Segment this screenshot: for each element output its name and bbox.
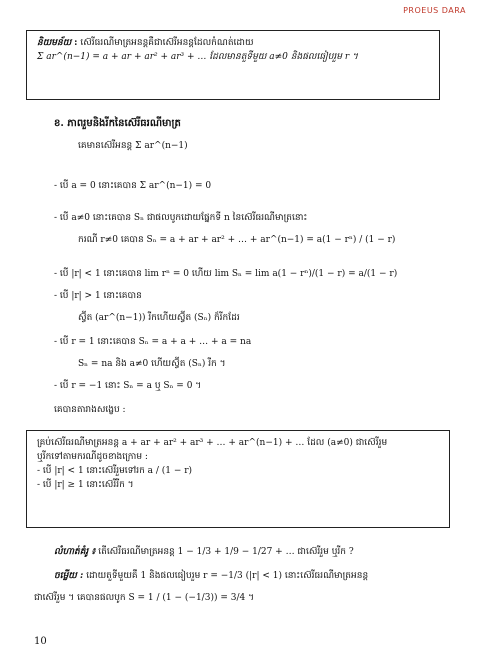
- example-text: តើស៊េរីធរណីមាត្រអនន្ត 1 − 1/3 + 1/9 − 1/27 + … ជាស៊េរីរួម ឬរីក ?: [98, 547, 354, 557]
- summary-case-2: - បើ |r| ≥ 1 នោះស៊េរីរីក ។: [37, 479, 134, 490]
- definition-line-2: Σ ar^(n−1) = a + ar + ar² + ar³ + … ដែលមានតួទីមួយ a≠0 និងផលធៀបរួម r ។: [37, 51, 358, 62]
- definition-line-1: [37, 37, 429, 51]
- definition-text-1: ស៊េរីធរណីមាត្រអនន្តគឺជាស៊េរីអនន្តដែលកំណត់ដោយ: [80, 38, 254, 48]
- summary-case-1: - បើ |r| < 1 នោះស៊េរីរួមទៅរក a / (1 − r): [37, 465, 193, 476]
- item-4: - បើ |r| < 1 នោះគេបាន lim rⁿ = 0 ហើយ lim Sₙ = lim a(1 − rⁿ)/(1 − r) = a/(1 − r): [54, 269, 398, 279]
- item-1: - បើ a = 0 នោះគេបាន Σ ar^(n−1) = 0: [54, 181, 212, 191]
- summary-line-2: ឬរីកទៅតាមករណីដូចខាងក្រោម :: [37, 451, 148, 462]
- item-8: Sₙ = na និង a≠0 ហើយស្វ៊ីត (Sₙ) រីក ។: [78, 359, 226, 369]
- example-label: លំហាត់គំរូ ៖: [54, 547, 96, 557]
- solution-text-1: ដោយតួទីមួយគឺ 1 និងផលធៀបរួម r = −1/3 (|r| < 1) នោះស៊េរីធរណីមាត្រអនន្ត: [86, 571, 369, 581]
- summary-box: [26, 430, 450, 528]
- solution-line-2: ជាស៊េរីរួម ។ គេបានផលបូក S = 1 / (1 − (−1/3)) = 3/4 ។: [34, 593, 255, 603]
- item-9: - បើ r = −1 នោះ Sₙ = a ឬ Sₙ = 0 ។: [54, 381, 202, 391]
- page-number: 10: [34, 636, 47, 647]
- item-2: - បើ a≠0 នោះគេបាន Sₙ ជាផលបូកដោយផ្នែកទី n នៃស៊េរីធរណីមាត្រនោះ: [54, 213, 308, 223]
- item-3: ករណី r≠0 គេបាន Sₙ = a + ar + ar² + … + ar^(n−1) = a(1 − rⁿ) / (1 − r): [78, 235, 396, 245]
- item-6: ស្វ៊ីត (ar^(n−1)) រីកហើយស្វ៊ីត (Sₙ) ក៏រីកដែរ: [78, 313, 240, 323]
- definition-label: និយមន័យ: [37, 38, 72, 48]
- definition-colon: :: [74, 38, 78, 48]
- item-10: គេបានតារាងសង្ខេប :: [54, 405, 126, 415]
- example-line: [54, 546, 354, 559]
- brand-header: PROEUS DARA: [403, 6, 466, 15]
- summary-line-1: គ្រប់ស៊េរីធរណីមាត្រអនន្ត a + ar + ar² + ar³ + … + ar^(n−1) + … ដែល (a≠0) ជាស៊េរីរួម: [37, 438, 388, 448]
- definition-box: [26, 30, 440, 100]
- section-title: ខ. ភាពរួមនិងរីកនៃស៊េរីធរណីមាត្រ: [54, 118, 181, 129]
- solution-label: ចម្លើយ :: [54, 571, 84, 581]
- solution-line-1: [54, 570, 368, 583]
- item-7: - បើ r = 1 នោះគេបាន Sₙ = a + a + … + a = na: [54, 337, 252, 347]
- item-5: - បើ |r| > 1 នោះគេបាន: [54, 291, 142, 301]
- section-intro: គេមានស៊េរីអនន្ត Σ ar^(n−1): [78, 141, 188, 151]
